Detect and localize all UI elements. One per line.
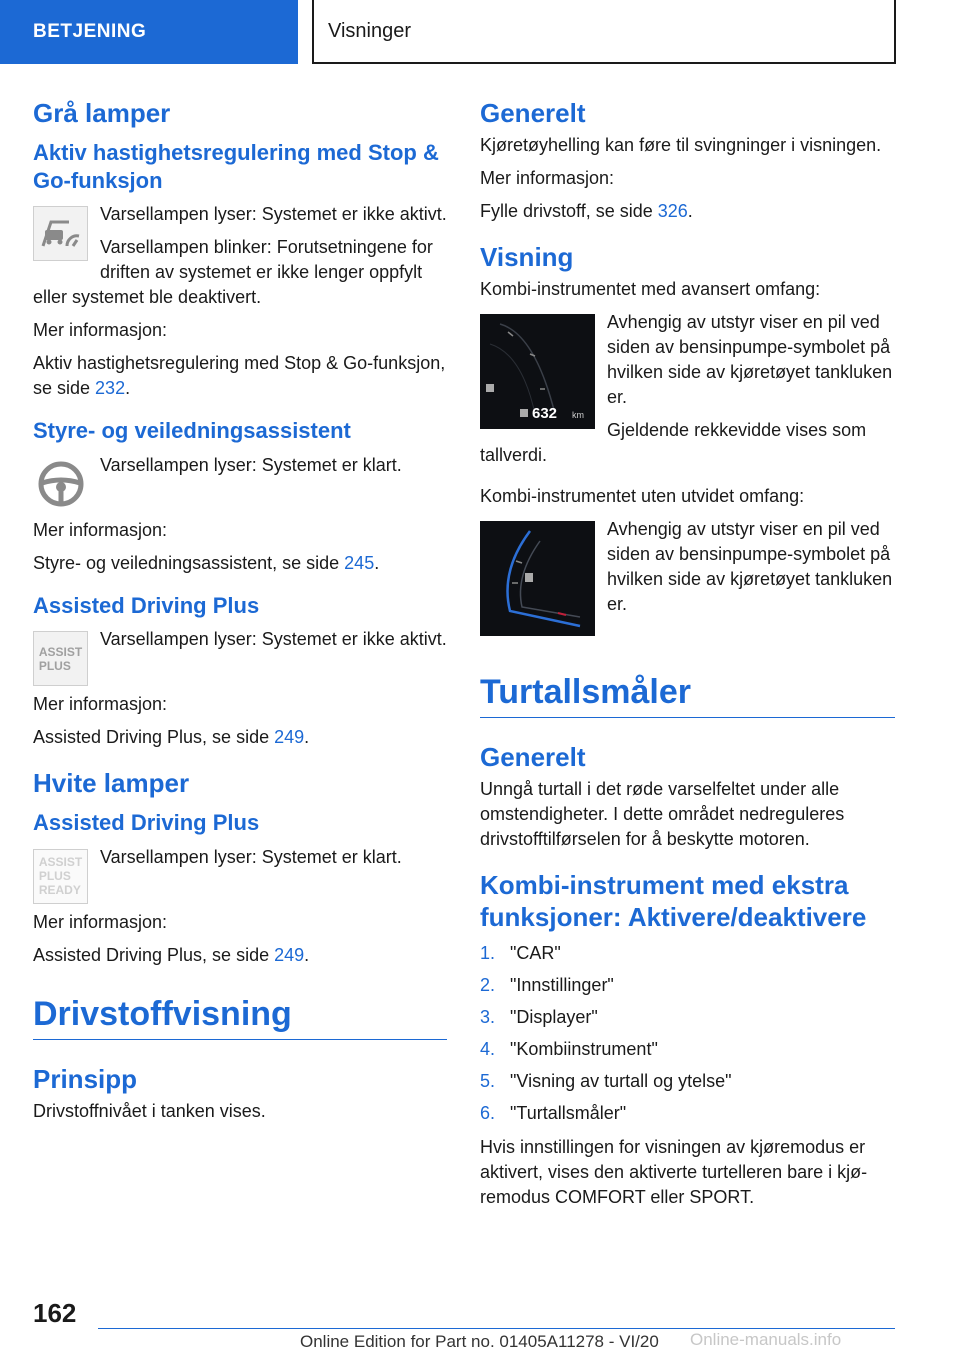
- adp-block: [33, 627, 447, 692]
- adpw-more-info: Mer informasjon:: [33, 911, 168, 932]
- principle-text: Drivstoffnivået i tanken vises.: [33, 1100, 266, 1121]
- adp-text-1: Varsellampen lyser: Systemet er ikke aktivt.: [100, 629, 447, 650]
- header-topic-label: Visninger: [328, 19, 412, 42]
- right-column: [480, 98, 895, 1218]
- step-number: 5.: [480, 1070, 496, 1091]
- step-text: "Kombiinstrument": [510, 1038, 658, 1059]
- list-item: [480, 1097, 895, 1129]
- watermark: Online-manuals.info: [690, 1330, 842, 1349]
- adp-ref-text: Assisted Driving Plus, se side: [33, 727, 275, 748]
- general-reference: Fylle drivstoff, se side 326.: [480, 201, 693, 222]
- general-page-link[interactable]: 326: [657, 201, 688, 222]
- display-advanced-block: [480, 310, 895, 476]
- steer-more-info: Mer informasjon:: [33, 519, 168, 540]
- heading-tach-general: Generelt: [480, 742, 586, 773]
- display-text-5: Avhengig av utstyr viser en pil ved siden av bensinpumpe-symbolet på hvilken side av kjøretøyet tankluken er.: [607, 519, 893, 615]
- steer-page-link[interactable]: 245: [344, 552, 375, 573]
- heading-kombi: Kombi-instrument med ekstra funksjoner: Aktivere/deaktivere: [480, 870, 867, 932]
- tach-general-text: Unngå turtall i det røde varselfeltet under alle omstendigheter. I dette området nedreguleres drivstofftilførselen for å beskytte motoren.: [480, 779, 845, 850]
- heading-principle: Prinsipp: [33, 1063, 138, 1094]
- heading-fuel-display: Drivstoffvisning: [33, 994, 447, 1040]
- step-number: 3.: [480, 1006, 496, 1027]
- acc-ref-text: Aktiv hastighetsregulering med Stop & Go-funksjon, se side: [33, 353, 446, 399]
- assist-plus-icon: [33, 631, 88, 686]
- fuel-gauge-basic-image: [480, 521, 595, 636]
- footer-divider: [98, 1328, 895, 1329]
- heading-display: Visning: [480, 242, 574, 273]
- adpw-block: [33, 845, 447, 910]
- general-text: Kjøretøyhelling kan føre til svingninger i visningen.: [480, 135, 882, 156]
- display-text-3: Gjeldende rekkevidde vises som tallverdi.: [480, 420, 867, 466]
- adpw-ref-text: Assisted Driving Plus, se side: [33, 944, 275, 965]
- acc-more-info: Mer informasjon:: [33, 320, 168, 341]
- heading-tachometer: Turtallsmåler: [480, 672, 895, 718]
- step-number: 2.: [480, 974, 496, 995]
- adpw-text-1: Varsellampen lyser: Systemet er klart.: [100, 846, 402, 867]
- list-item: [480, 1001, 895, 1033]
- range-value: 632: [532, 405, 558, 423]
- adpw-reference: Assisted Driving Plus, se side 249.: [33, 944, 310, 965]
- heading-adp: Assisted Driving Plus: [33, 592, 260, 618]
- page-number: 162: [33, 1298, 77, 1328]
- heading-grey-lamps: Grå lamper: [33, 98, 171, 128]
- display-basic-block: [480, 517, 895, 642]
- footer-edition: Online Edition for Part no. 01405A11278 - VI/20: [300, 1332, 659, 1351]
- heading-white-lamps: Hvite lamper: [33, 768, 190, 799]
- adp-page-link[interactable]: 249: [274, 727, 305, 748]
- heading-general: Generelt: [480, 98, 586, 128]
- adpw-page-link[interactable]: 249: [274, 944, 305, 965]
- general-more-info: Mer informasjon:: [480, 168, 615, 189]
- heading-adp-white: Assisted Driving Plus: [33, 810, 260, 836]
- range-unit: km: [572, 410, 584, 421]
- step-text: "Turtallsmåler": [510, 1102, 627, 1123]
- acc-warning-icon: [33, 206, 88, 261]
- step-text: "CAR": [510, 942, 561, 963]
- acc-reference: Aktiv hastighetsregulering med Stop & Go-funksjon, se side 232.: [33, 353, 446, 399]
- adp-more-info: Mer informasjon:: [33, 694, 168, 715]
- step-text: "Displayer": [510, 1006, 598, 1027]
- drive-mode-text: Hvis innstillingen for visningen av kjøremodus er aktivert, vises den aktiverte turtelleren bare i kjøremodus COMFORT eller SPORT.: [480, 1136, 868, 1207]
- list-item: [480, 1033, 895, 1065]
- step-number: 4.: [480, 1038, 496, 1059]
- adpw-icon-line3: READY: [38, 883, 81, 898]
- heading-steering: Styre- og veiledningsassistent: [33, 418, 351, 444]
- step-number: 1.: [480, 942, 496, 963]
- list-item: [480, 1065, 895, 1097]
- display-text-4: Kombi-instrumentet uten utvidet omfang:: [480, 486, 805, 507]
- list-item: [480, 969, 895, 1001]
- heading-acc: Aktiv hastighetsregulering med Stop & Go-funksjon: [33, 140, 439, 193]
- step-text: "Innstillinger": [510, 974, 614, 995]
- header-topic: [312, 0, 896, 64]
- display-text-1: Kombi-instrumentet med avansert omfang:: [480, 279, 821, 300]
- display-text-2: Avhengig av utstyr viser en pil ved siden av bensinpumpe-symbolet på hvilken side av kjøretøyet tankluken er.: [607, 312, 893, 408]
- steer-ref-text: Styre- og veiledningsassistent, se side: [33, 552, 345, 573]
- adp-icon-line2: PLUS: [38, 658, 71, 673]
- adp-reference: Assisted Driving Plus, se side 249.: [33, 727, 310, 748]
- step-number: 6.: [480, 1102, 496, 1123]
- steering-wheel-icon: [33, 457, 88, 512]
- fuel-gauge-image: [480, 314, 595, 429]
- steer-reference: Styre- og veiledningsassistent, se side 245.: [33, 552, 380, 573]
- acc-text-1: Varsellampen lyser: Systemet er ikke aktivt.: [100, 204, 447, 225]
- steer-text-1: Varsellampen lyser: Systemet er klart.: [100, 454, 402, 475]
- acc-block: [33, 202, 447, 318]
- assist-plus-ready-icon: [33, 849, 88, 904]
- adp-icon-line1: ASSIST: [38, 644, 83, 659]
- acc-text-2: Varsellampen blinker: Forutsetningene for driften av systemet er ikke lenger oppfylt eller systemet ble deaktivert.: [33, 237, 433, 308]
- step-text: "Visning av turtall og ytelse": [510, 1070, 732, 1091]
- list-item: [480, 937, 895, 969]
- header-section-label: BETJENING: [33, 21, 147, 42]
- left-column: [33, 98, 447, 1132]
- acc-page-link[interactable]: 232: [95, 378, 126, 399]
- adpw-icon-line2: PLUS: [38, 869, 71, 884]
- steps-list: [480, 937, 895, 1129]
- general-ref-text: Fylle drivstoff, se side: [480, 201, 658, 222]
- steer-block: [33, 453, 447, 518]
- adpw-icon-line1: ASSIST: [38, 855, 83, 870]
- header-section: [0, 0, 298, 64]
